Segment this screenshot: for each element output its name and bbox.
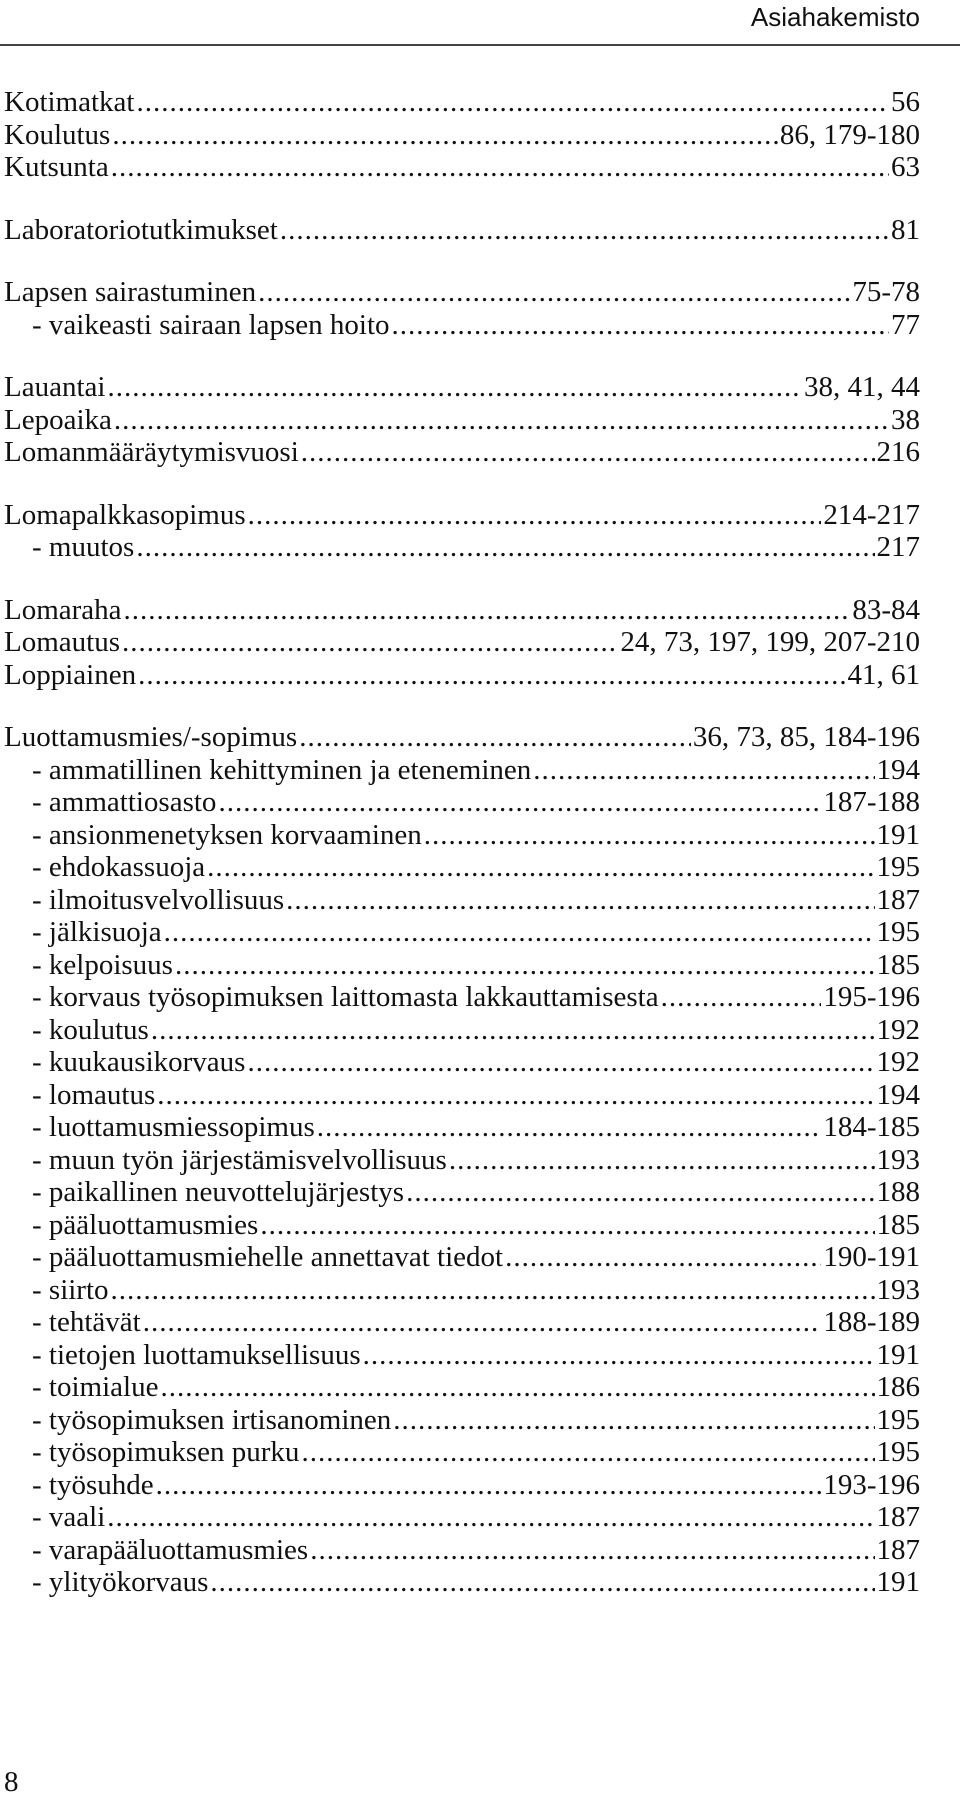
index-term: - muutos [32,531,135,563]
index-pages: 86, 179-180 [779,118,920,151]
index-pages: 187 [876,1533,920,1566]
dot-leader [406,1176,874,1209]
dot-leader [124,594,851,627]
index-subentry [4,1176,920,1209]
index-subentry [4,1404,920,1437]
index-term: - ansionmenetyksen korvaaminen [32,818,422,851]
index-term: - ammatillinen kehittyminen ja eteneminen [32,753,532,786]
index-term: - paikallinen neuvottelujärjestys [32,1176,405,1208]
dot-leader [280,214,889,247]
index-subentry [4,786,920,819]
index-term: - varapääluottamusmies [32,1533,309,1566]
index-subentry [4,851,920,884]
index-pages: 192 [876,1013,920,1046]
index-pages: 185 [876,1208,920,1241]
dot-leader [114,404,889,437]
page-number: 8 [4,1766,19,1798]
index-subentry [4,1306,920,1339]
index-subentry [4,819,920,852]
index-pages: 194 [876,1078,920,1111]
group-gap [4,184,920,214]
index-term: - muun työn järjestämisvelvollisuus [32,1143,447,1176]
index-entry [4,499,920,532]
dot-leader [310,1534,874,1567]
index-pages: 81 [891,213,920,246]
index-pages: 77 [891,308,920,341]
index-term: Laboratoriotutkimukset [4,213,278,246]
index-subentry [4,531,920,564]
index-subentry [4,1469,920,1502]
index-term: - ehdokassuoja [32,851,206,883]
index-entry [4,119,920,152]
index-pages: 56 [891,86,920,118]
index-term: - tehtävät [32,1306,141,1338]
index-pages: 191 [876,818,920,851]
page-header [0,0,960,46]
index-pages: 191 [876,1566,920,1598]
dot-leader [299,721,691,754]
index-term: - vaali [32,1501,106,1533]
header-title: Asiahakemisto [750,2,920,32]
index-term: - kuukausikorvaus [32,1046,246,1078]
index-term: - pääluottamusmiehelle annettavat tiedot [32,1241,504,1273]
index-subentry [4,1436,920,1469]
group-gap [4,564,920,594]
index-term: Luottamusmies/-sopimus [4,721,298,753]
dot-leader [111,1274,875,1307]
index-subentry [4,1241,920,1274]
index-pages: 193-196 [823,1468,920,1501]
index-term: - työsuhde [32,1468,154,1501]
index-subentry [4,1566,920,1599]
dot-leader [136,86,889,119]
index-subentry [4,1014,920,1047]
index-pages: 195-196 [823,981,920,1013]
index-subentry [4,884,920,917]
index-term: - pääluottamusmies [32,1208,259,1241]
dot-leader [207,851,874,884]
index-subentry [4,1371,920,1404]
index-term: Lepoaika [4,403,112,436]
index-subentry [4,1501,920,1534]
index-term: - luottamusmiessopimus [32,1111,315,1143]
index-term: - työsopimuksen purku [32,1436,300,1468]
dot-leader [210,1566,874,1599]
dot-leader [111,151,889,184]
dot-leader [286,884,874,917]
index-subentry [4,1534,920,1567]
index-term: Lapsen sairastuminen [4,276,257,308]
index-pages: 192 [876,1046,920,1078]
dot-leader [247,1046,874,1079]
dot-leader [301,436,875,469]
index-pages: 190-191 [823,1241,920,1273]
index-subentry [4,1339,920,1372]
index-term: Lomapalkkasopimus [4,498,246,531]
index-pages: 193 [876,1143,920,1176]
index-pages: 195 [876,916,920,948]
index-term: - jälkisuoja [32,916,162,948]
dot-leader [301,1436,874,1469]
index-term: Lomanmääräytymisvuosi [4,436,299,468]
index-pages: 184-185 [823,1111,920,1143]
index-term: Kutsunta [4,151,109,183]
index-pages: 191 [876,1338,920,1371]
dot-leader [156,1469,822,1502]
index-pages: 193 [876,1273,920,1306]
dot-leader [175,949,875,982]
index-entry [4,594,920,627]
index-term: - ammattiosasto [32,786,217,818]
index-pages: 216 [876,436,920,468]
index-subentry [4,1079,920,1112]
dot-leader [160,1371,874,1404]
index-subentry [4,1209,920,1242]
dot-leader [143,1306,822,1339]
index-entry [4,276,920,309]
index-entry [4,371,920,404]
index-term: - ylityökorvaus [32,1566,209,1598]
index-subentry [4,981,920,1014]
dot-leader [107,1501,874,1534]
index-pages: 194 [876,753,920,786]
index-term: - siirto [32,1273,109,1306]
index-term: - vaikeasti sairaan lapsen hoito [32,308,390,341]
index-pages: 217 [876,531,920,563]
subject-index [4,86,920,1599]
index-pages: 186 [876,1371,920,1403]
index-subentry [4,949,920,982]
index-entry [4,626,920,659]
index-subentry [4,309,920,342]
index-entry [4,151,920,184]
index-subentry [4,1274,920,1307]
group-gap [4,691,920,721]
index-subentry [4,754,920,787]
index-term: - korvaus työsopimuksen laittomasta lakkauttamisesta [32,981,659,1013]
dot-leader [317,1111,822,1144]
dot-leader [107,371,802,404]
dot-leader [661,981,822,1014]
index-subentry [4,1111,920,1144]
index-term: Kotimatkat [4,86,135,118]
index-term: - koulutus [32,1013,149,1046]
index-entry [4,86,920,119]
index-term: Lomaraha [4,593,122,626]
index-pages: 195 [876,1436,920,1468]
group-gap [4,341,920,371]
index-pages: 83-84 [852,593,920,626]
dot-leader [392,309,889,342]
dot-leader [151,1014,875,1047]
dot-leader [136,531,874,564]
index-pages: 185 [876,948,920,981]
index-pages: 187 [876,883,920,916]
dot-leader [138,659,845,692]
index-entry [4,436,920,469]
dot-leader [449,1144,875,1177]
index-pages: 41, 61 [847,658,920,691]
index-pages: 75-78 [852,276,920,308]
index-entry [4,721,920,754]
index-pages: 195 [876,851,920,883]
index-term: Koulutus [4,118,111,151]
dot-leader [112,119,777,152]
index-pages: 214-217 [823,498,920,531]
index-pages: 36, 73, 85, 184-196 [692,721,920,753]
index-subentry [4,916,920,949]
index-pages: 188 [876,1176,920,1208]
index-subentry [4,1144,920,1177]
dot-leader [424,819,875,852]
dot-leader [260,1209,874,1242]
index-term: - tietojen luottamuksellisuus [32,1338,361,1371]
index-pages: 63 [891,151,920,183]
dot-leader [505,1241,821,1274]
dot-leader [533,754,874,787]
dot-leader [393,1404,874,1437]
index-entry [4,659,920,692]
group-gap [4,469,920,499]
dot-leader [164,916,875,949]
index-pages: 38, 41, 44 [804,371,920,403]
index-pages: 188-189 [823,1306,920,1338]
index-pages: 195 [876,1403,920,1436]
group-gap [4,246,920,276]
dot-leader [122,626,618,659]
index-term: Lomautus [4,626,120,658]
index-pages: 187 [876,1501,920,1533]
index-term: - lomautus [32,1078,156,1111]
index-term: - kelpoisuus [32,948,173,981]
index-entry [4,214,920,247]
index-term: - työsopimuksen irtisanominen [32,1403,392,1436]
index-term: Loppiainen [4,658,137,691]
index-pages: 187-188 [823,786,920,818]
dot-leader [218,786,821,819]
index-subentry [4,1046,920,1079]
index-entry [4,404,920,437]
index-term: - ilmoitusvelvollisuus [32,883,285,916]
index-pages: 24, 73, 197, 199, 207-210 [620,626,920,658]
index-term: Lauantai [4,371,106,403]
dot-leader [258,276,850,309]
dot-leader [363,1339,875,1372]
dot-leader [248,499,822,532]
index-term: - toimialue [32,1371,159,1403]
dot-leader [157,1079,874,1112]
index-pages: 38 [891,403,920,436]
